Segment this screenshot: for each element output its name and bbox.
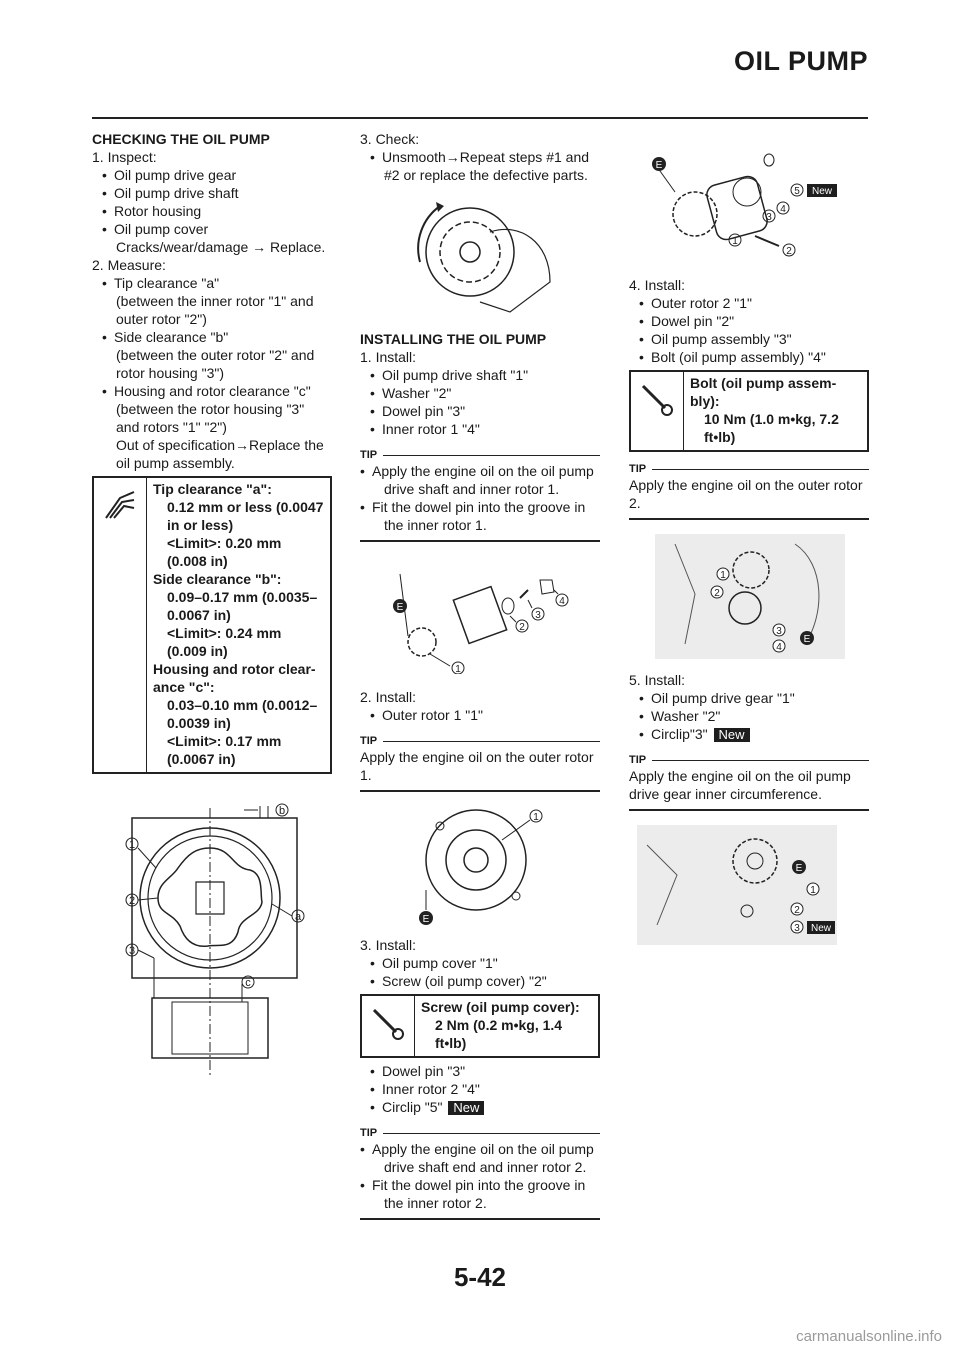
- callout-label: c: [245, 977, 251, 989]
- tip-box: [360, 1126, 600, 1220]
- step-line: 4. Install:: [629, 277, 686, 293]
- callout-label: 2: [786, 246, 792, 257]
- step-line: 2. Measure:: [92, 257, 166, 273]
- callout-label: 2: [714, 588, 720, 599]
- spec-line: <Limit>: 0.24 mm: [167, 625, 282, 641]
- callout-label: 4: [559, 596, 565, 607]
- tip-line: 1.: [360, 767, 372, 783]
- tip-line: Apply the engine oil on the oil pump: [372, 463, 594, 479]
- list-item: Oil pump cover "1": [382, 955, 498, 971]
- tip-line: drive gear inner circumference.: [629, 786, 822, 802]
- list-item: Dowel pin "3": [382, 1063, 466, 1079]
- detail-line: and rotors "1" "2"): [116, 419, 227, 435]
- new-badge: New: [448, 1101, 484, 1115]
- header-rule: [92, 117, 868, 119]
- tip-line: 2.: [629, 495, 641, 511]
- tip-box: [629, 753, 869, 811]
- spec-line: ft•lb): [435, 1035, 467, 1051]
- oil-mark-label: E: [655, 160, 663, 171]
- list-item: Dowel pin "2": [651, 313, 735, 329]
- callout-label: 3: [794, 923, 800, 934]
- spec-line: (0.0067 in): [167, 751, 236, 767]
- spec-line: 0.0039 in): [167, 715, 231, 731]
- detail-line: Out of specification→Replace the: [116, 437, 324, 453]
- step-line: 1. Install:: [360, 349, 417, 365]
- tip-line: drive shaft and inner rotor 1.: [384, 481, 560, 497]
- spec-box-bolt-torque: [629, 370, 869, 452]
- oil-pump-rotation-photo: [400, 192, 600, 322]
- callout-label: 1: [128, 839, 136, 851]
- list-item: Oil pump drive shaft: [114, 185, 239, 201]
- spec-box-screw-torque: [360, 994, 600, 1058]
- callout-label: 2: [794, 905, 800, 916]
- tip-line: Fit the dowel pin into the groove in: [372, 1177, 586, 1193]
- tip-line: Apply the engine oil on the outer rotor: [360, 749, 594, 765]
- feeler-gauge-icon: [94, 478, 147, 772]
- tip-label: TIP: [629, 754, 647, 766]
- spec-line: Screw (oil pump cover):: [421, 999, 580, 1015]
- oil-mark-label: E: [803, 634, 811, 645]
- list-item: Washer "2": [651, 708, 721, 724]
- tip-line: Apply the engine oil on the oil pump: [629, 768, 851, 784]
- step-line: 1. Inspect:: [92, 149, 157, 165]
- list-item: Dowel pin "3": [382, 403, 466, 419]
- spec-line: Side clearance "b":: [153, 571, 282, 587]
- callout-label: 2: [519, 622, 525, 633]
- list-item: Washer "2": [382, 385, 452, 401]
- tip-line: drive shaft end and inner rotor 2.: [384, 1159, 587, 1175]
- callout-label: 4: [780, 204, 786, 215]
- spec-line: 0.12 mm or less (0.0047: [167, 499, 324, 515]
- callout-label: a: [294, 911, 302, 923]
- torque-wrench-icon: [631, 372, 684, 450]
- tip-line: Fit the dowel pin into the groove in: [372, 499, 586, 515]
- spec-line: 0.03–0.10 mm (0.0012–: [167, 697, 318, 713]
- spec-line: Tip clearance "a":: [153, 481, 272, 497]
- callout-label: 3: [766, 212, 772, 223]
- spec-line: bly):: [690, 393, 720, 409]
- page-title: OIL PUMP: [733, 46, 868, 76]
- section-heading-checking: CHECKING THE OIL PUMP: [92, 131, 270, 147]
- drive-shaft-exploded-diagram: [360, 562, 600, 674]
- detail-line: (between the outer rotor "2" and: [116, 347, 315, 363]
- tip-line: Apply the engine oil on the oil pump: [372, 1141, 594, 1157]
- list-item: Tip clearance "a": [114, 275, 220, 291]
- callout-label: 1: [720, 570, 726, 581]
- new-badge: New: [811, 186, 833, 197]
- list-item: Side clearance "b": [114, 329, 229, 345]
- step-line: 2. Install:: [360, 689, 417, 705]
- column-installing-continued: [629, 130, 869, 945]
- tip-line: the inner rotor 1.: [384, 517, 487, 533]
- list-item: Oil pump drive gear: [114, 167, 237, 183]
- callout-label: 3: [776, 626, 782, 637]
- drive-gear-installed-photo: [637, 825, 869, 945]
- page-number: 5-42: [453, 1262, 507, 1292]
- new-badge: New: [714, 728, 750, 742]
- tip-line: Apply the engine oil on the outer rotor: [629, 477, 863, 493]
- watermark: carmanualsonline.info: [796, 1328, 942, 1345]
- spec-box-clearances: [92, 476, 332, 774]
- callout-label: 1: [533, 812, 539, 823]
- spec-line: ft•lb): [704, 429, 736, 445]
- tip-label: TIP: [629, 463, 647, 475]
- tip-box: [629, 462, 869, 520]
- list-item: Oil pump assembly "3": [651, 331, 792, 347]
- torque-wrench-icon: [362, 996, 415, 1056]
- list-item: Circlip "5": [382, 1099, 443, 1115]
- list-item: Oil pump cover: [114, 221, 209, 237]
- column-checking: [92, 130, 332, 1088]
- list-item: Bolt (oil pump assembly) "4": [651, 349, 826, 365]
- detail-line: (between the rotor housing "3": [116, 401, 305, 417]
- detail-line: rotor housing "3"): [116, 365, 224, 381]
- callout-label: b: [278, 805, 286, 817]
- callout-label: 3: [128, 945, 136, 957]
- spec-line: <Limit>: 0.20 mm: [167, 535, 282, 551]
- tip-box: [360, 734, 600, 792]
- callout-label: 1: [810, 885, 816, 896]
- list-item: Circlip"3": [651, 726, 708, 742]
- rotor-clearance-diagram: [92, 798, 332, 1088]
- list-item: Outer rotor 2 "1": [651, 295, 752, 311]
- result-line: Cracks/wear/damage → Replace.: [116, 239, 326, 255]
- tip-label: TIP: [360, 449, 378, 461]
- detail-line: (between the inner rotor "1" and: [116, 293, 314, 309]
- spec-line: (0.008 in): [167, 553, 228, 569]
- new-badge: New: [810, 923, 832, 934]
- list-item: Housing and rotor clearance "c": [114, 383, 311, 399]
- oil-mark-label: E: [396, 602, 404, 613]
- callout-label: 5: [794, 186, 800, 197]
- spec-line: 0.09–0.17 mm (0.0035–: [167, 589, 318, 605]
- list-item: Inner rotor 2 "4": [382, 1081, 480, 1097]
- tip-label: TIP: [360, 735, 378, 747]
- detail-line: oil pump assembly.: [116, 455, 235, 471]
- spec-line: 0.0067 in): [167, 607, 231, 623]
- oil-mark-label: E: [422, 914, 430, 925]
- detail-line: outer rotor "2"): [116, 311, 207, 327]
- detail-line: #2 or replace the defective parts.: [384, 167, 588, 183]
- spec-line: (0.009 in): [167, 643, 228, 659]
- list-item: Outer rotor 1 "1": [382, 707, 483, 723]
- callout-label: 1: [732, 236, 738, 247]
- pump-assembly-installed-photo: [655, 534, 869, 659]
- spec-line: in or less): [167, 517, 234, 533]
- tip-label: TIP: [360, 1127, 378, 1139]
- list-item: Screw (oil pump cover) "2": [382, 973, 547, 989]
- spec-line: Housing and rotor clear-: [153, 661, 316, 677]
- spec-line: Bolt (oil pump assem-: [690, 375, 837, 391]
- list-item: Oil pump drive shaft "1": [382, 367, 529, 383]
- step-line: 3. Install:: [360, 937, 417, 953]
- callout-label: 2: [128, 895, 136, 907]
- list-item: Inner rotor 1 "4": [382, 421, 480, 437]
- section-heading-installing: INSTALLING THE OIL PUMP: [360, 331, 547, 347]
- spec-line: ance "c":: [153, 679, 215, 695]
- list-item: Rotor housing: [114, 203, 202, 219]
- oil-mark-label: E: [795, 863, 803, 874]
- step-line: 3. Check:: [360, 131, 420, 147]
- step-line: 5. Install:: [629, 672, 686, 688]
- column-installing: [360, 130, 600, 1226]
- callout-label: 3: [535, 610, 541, 621]
- oil-pump-cover-exploded-diagram: [647, 152, 869, 262]
- tip-line: the inner rotor 2.: [384, 1195, 487, 1211]
- list-item: Unsmooth→Repeat steps #1 and: [382, 149, 590, 165]
- spec-line: <Limit>: 0.17 mm: [167, 733, 282, 749]
- callout-label: 4: [776, 642, 782, 653]
- spec-line: 2 Nm (0.2 m•kg, 1.4: [435, 1017, 563, 1033]
- tip-box: [360, 448, 600, 542]
- spec-line: 10 Nm (1.0 m•kg, 7.2: [704, 411, 839, 427]
- callout-label: 1: [455, 664, 461, 674]
- outer-rotor-photo: [406, 800, 600, 930]
- list-item: Oil pump drive gear "1": [651, 690, 795, 706]
